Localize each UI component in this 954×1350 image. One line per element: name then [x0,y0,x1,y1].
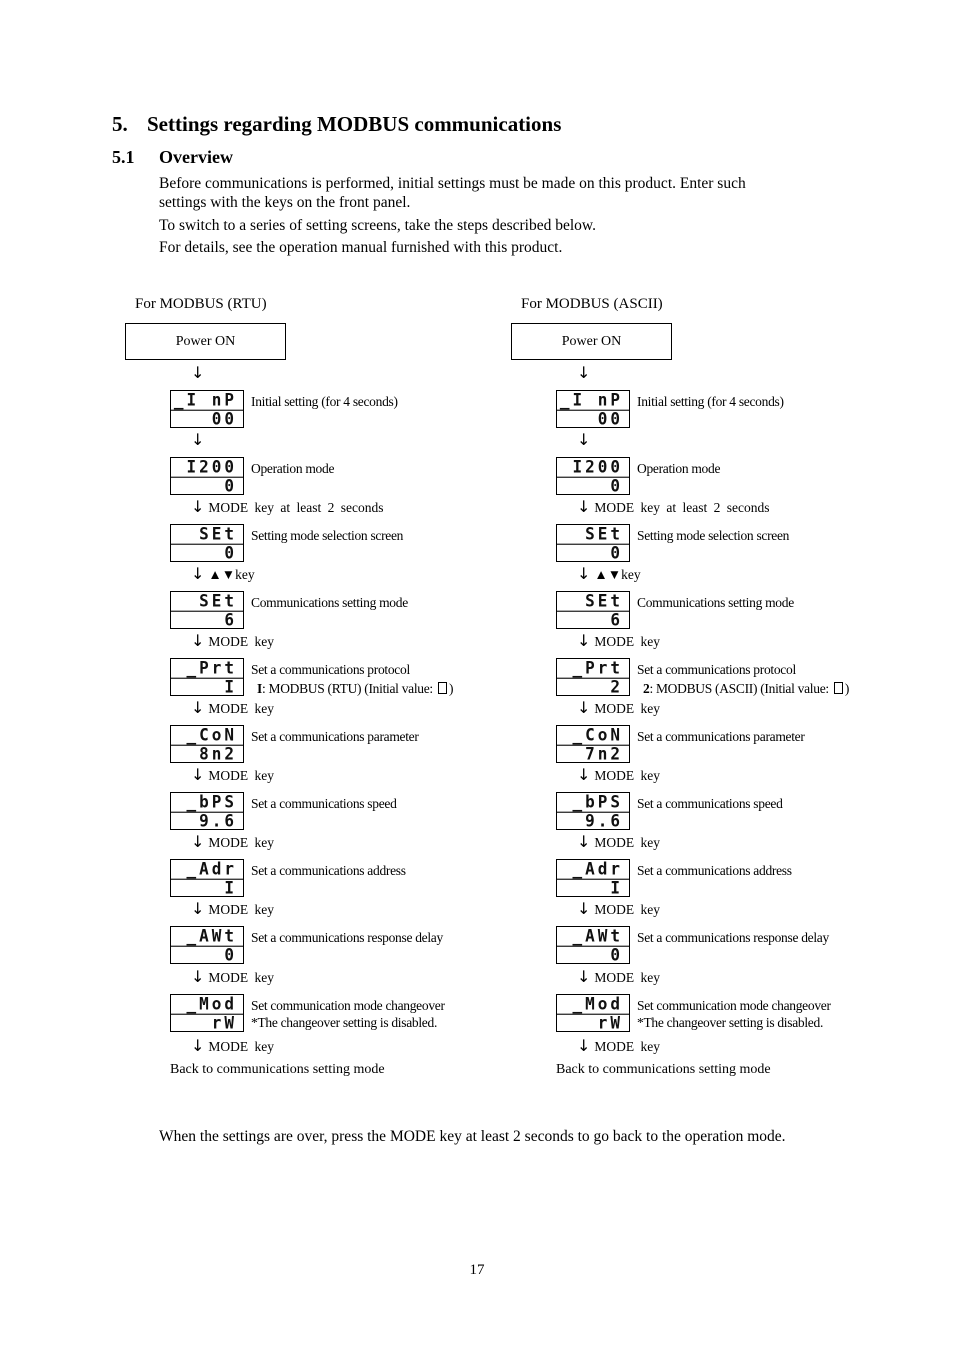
display-bottom-row: 0 [610,542,623,563]
flow-arrow [191,566,255,583]
segment-zero-icon [834,682,843,694]
display-top-row: _Mod [557,994,629,1015]
arrow-label: MODE key at least 2 seconds [594,500,770,515]
column-heading: For MODBUS (ASCII) [521,296,663,312]
step-description [637,728,805,745]
segment-display [170,591,244,629]
paragraph: Before communications is performed, initial settings must be made on this product. Enter such [159,175,746,192]
down-arrow-icon: ↓ [191,430,205,449]
step-label-text: Communications setting mode [637,595,794,610]
flow-arrow [191,432,208,449]
closing-paren: ) [448,681,454,696]
flow-arrow [577,365,594,382]
segment-display [556,591,630,629]
step-label-text: Operation mode [251,461,335,476]
display-top-row: _bPS [171,792,243,813]
display-top-row: SEt [557,524,629,545]
display-top-row: _CoN [557,725,629,746]
arrow-label: MODE key [594,701,661,716]
step-label-text: Set communication mode changeover [251,998,445,1013]
section-number: 5. [112,112,128,136]
down-arrow-icon: ↓ [191,1036,205,1055]
down-arrow-icon: ↓ [191,363,205,382]
segment-display [556,658,630,696]
step-description [251,393,398,410]
down-arrow-icon: ↓ [577,698,591,717]
down-arrow-icon: ↓ [577,832,591,851]
column-heading: For MODBUS (RTU) [135,296,267,312]
back-to-setting-mode: Back to communications setting mode [556,1062,771,1077]
arrow-label: MODE key [208,902,275,917]
section-heading [112,112,561,137]
segment-display [170,725,244,763]
display-bottom-row: I [224,676,237,697]
step-note: *The changeover setting is disabled. [637,1015,824,1030]
step-label-text: Set a communications protocol [251,662,410,677]
display-top-row: _Adr [557,859,629,880]
segment-display [556,390,630,428]
step-description [251,997,445,1031]
arrow-label: MODE key [208,970,275,985]
subsection-number: 5.1 [112,147,135,167]
display-top-row: _I nP [171,390,243,411]
down-arrow-icon: ↓ [577,631,591,650]
paragraph: For details, see the operation manual furnished with this product. [159,239,563,256]
segment-display [170,994,244,1032]
display-top-row: _Prt [557,658,629,679]
flow-arrow [577,834,660,851]
down-arrow-icon: ↓ [191,832,205,851]
display-bottom-row: 2 [610,676,623,697]
flow-arrow [577,767,660,784]
step-label-text: Set a communications speed [251,796,397,811]
flow-arrow [577,901,660,918]
step-label-text: Communications setting mode [251,595,408,610]
down-arrow-icon: ↓ [191,899,205,918]
segment-display [170,859,244,897]
step-description [251,527,403,544]
step-description [637,393,784,410]
segment-display [170,926,244,964]
display-bottom-row: I [610,877,623,898]
step-description [637,527,789,544]
step-description [637,661,849,697]
power-on-box [511,323,672,360]
flow-arrow [577,633,660,650]
flow-arrow [191,499,384,516]
protocol-description: : MODBUS (ASCII) (Initial value: [649,681,832,696]
flow-arrow [191,767,274,784]
flow-arrow [577,1038,660,1055]
step-description [637,594,794,611]
step-description [251,728,419,745]
step-description [637,795,783,812]
display-bottom-row: rW [597,1012,623,1033]
display-bottom-row: 9.6 [585,810,623,831]
step-label-text: Set a communications parameter [251,729,419,744]
display-top-row: _Mod [171,994,243,1015]
segment-display [556,457,630,495]
arrow-label: MODE key [208,701,275,716]
flow-arrow [191,365,208,382]
step-description [251,661,453,697]
arrow-label: MODE key [594,768,661,783]
down-arrow-icon: ↓ [191,631,205,650]
down-arrow-icon: ↓ [191,497,205,516]
arrow-label: ▲▼key [594,567,641,582]
display-top-row: _CoN [171,725,243,746]
power-on-label: Power ON [175,333,236,349]
segment-display [556,524,630,562]
display-bottom-row: 0 [610,475,623,496]
step-label-text: Setting mode selection screen [251,528,404,543]
arrow-label: MODE key [208,634,275,649]
flow-arrow [191,1038,274,1055]
step-description [251,795,397,812]
arrow-label: MODE key [594,1039,661,1054]
down-arrow-icon: ↓ [191,765,205,784]
segment-display [170,792,244,830]
flow-arrow [191,834,274,851]
back-to-setting-mode: Back to communications setting mode [170,1062,385,1077]
flow-arrow [577,432,594,449]
arrow-label: ▲▼key [208,567,255,582]
arrow-label: MODE key [594,634,661,649]
arrow-label: MODE key [208,835,275,850]
step-label-text: Initial setting (for 4 seconds) [637,394,784,409]
display-bottom-row: 8n2 [199,743,237,764]
closing-paren: ) [844,681,850,696]
display-bottom-row: I [224,877,237,898]
display-bottom-row: 9.6 [199,810,237,831]
step-description [637,997,831,1031]
display-top-row: I200 [557,457,629,478]
paragraph: To switch to a series of setting screens, take the steps described below. [159,217,596,234]
protocol-description: : MODBUS (RTU) (Initial value: [261,681,436,696]
step-label-text: Set a communications response delay [251,930,443,945]
step-label-text: Set a communications protocol [637,662,796,677]
display-top-row: _Adr [171,859,243,880]
segment-zero-icon [438,682,447,694]
flow-arrow [191,700,274,717]
paragraph: settings with the keys on the front panel. [159,194,411,211]
segment-display [170,524,244,562]
display-bottom-row: 6 [224,609,237,630]
down-arrow-icon: ↓ [191,564,205,583]
subsection-heading [112,147,233,168]
step-label-text: Setting mode selection screen [637,528,790,543]
down-arrow-icon: ↓ [577,497,591,516]
segment-display [170,390,244,428]
display-top-row: _bPS [557,792,629,813]
step-description [637,862,792,879]
segment-display [556,725,630,763]
segment-display [556,792,630,830]
down-arrow-icon: ↓ [577,1036,591,1055]
display-bottom-row: 0 [224,475,237,496]
power-on-label: Power ON [561,333,622,349]
arrow-label: MODE key [208,768,275,783]
subsection-title: Overview [159,147,233,167]
down-arrow-icon: ↓ [577,765,591,784]
arrow-label: MODE key [594,970,661,985]
arrow-label: MODE key [594,902,661,917]
down-arrow-icon: ↓ [577,967,591,986]
segment-display [556,926,630,964]
step-description [251,862,406,879]
segment-display [556,994,630,1032]
step-note: *The changeover setting is disabled. [251,1015,438,1030]
step-label-text: Set a communications address [251,863,406,878]
flow-arrow [191,901,274,918]
flow-arrow [577,499,770,516]
section-title: Settings regarding MODBUS communications [147,112,562,136]
step-description [251,460,334,477]
display-top-row: _I nP [557,390,629,411]
page-number: 17 [469,1262,485,1278]
display-bottom-row: 00 [211,408,237,429]
segment-display [556,859,630,897]
protocol-value: 2 [643,681,650,696]
step-label-text: Set a communications response delay [637,930,829,945]
display-top-row: I200 [171,457,243,478]
step-description [251,594,408,611]
step-label-text: Set a communications speed [637,796,783,811]
segment-display [170,658,244,696]
display-bottom-row: rW [211,1012,237,1033]
down-arrow-icon: ↓ [577,430,591,449]
down-arrow-icon: ↓ [577,899,591,918]
down-arrow-icon: ↓ [577,564,591,583]
display-bottom-row: 00 [597,408,623,429]
down-arrow-icon: ↓ [577,363,591,382]
protocol-value: I [257,681,262,696]
display-bottom-row: 0 [610,944,623,965]
step-description [637,929,829,946]
step-label-text: Set communication mode changeover [637,998,831,1013]
flow-arrow [191,633,274,650]
flow-arrow [191,969,274,986]
step-label-text: Set a communications parameter [637,729,805,744]
step-description [251,929,443,946]
arrow-label: MODE key [594,835,661,850]
arrow-label: MODE key [208,1039,275,1054]
flow-arrow [577,700,660,717]
display-top-row: _AWt [171,926,243,947]
down-arrow-icon: ↓ [191,698,205,717]
down-arrow-icon: ↓ [191,967,205,986]
display-top-row: SEt [171,524,243,545]
display-bottom-row: 0 [224,542,237,563]
display-bottom-row: 0 [224,944,237,965]
display-bottom-row: 6 [610,609,623,630]
display-top-row: SEt [171,591,243,612]
power-on-box [125,323,286,360]
flow-arrow [577,566,641,583]
display-top-row: _Prt [171,658,243,679]
step-label-text: Operation mode [637,461,721,476]
display-top-row: SEt [557,591,629,612]
display-bottom-row: 7n2 [585,743,623,764]
flow-arrow [577,969,660,986]
step-label-text: Set a communications address [637,863,792,878]
step-label-text: Initial setting (for 4 seconds) [251,394,398,409]
footer-note: When the settings are over, press the MODE key at least 2 seconds to go back to the operation mode. [159,1128,786,1145]
segment-display [170,457,244,495]
display-top-row: _AWt [557,926,629,947]
step-description [637,460,720,477]
arrow-label: MODE key at least 2 seconds [208,500,384,515]
